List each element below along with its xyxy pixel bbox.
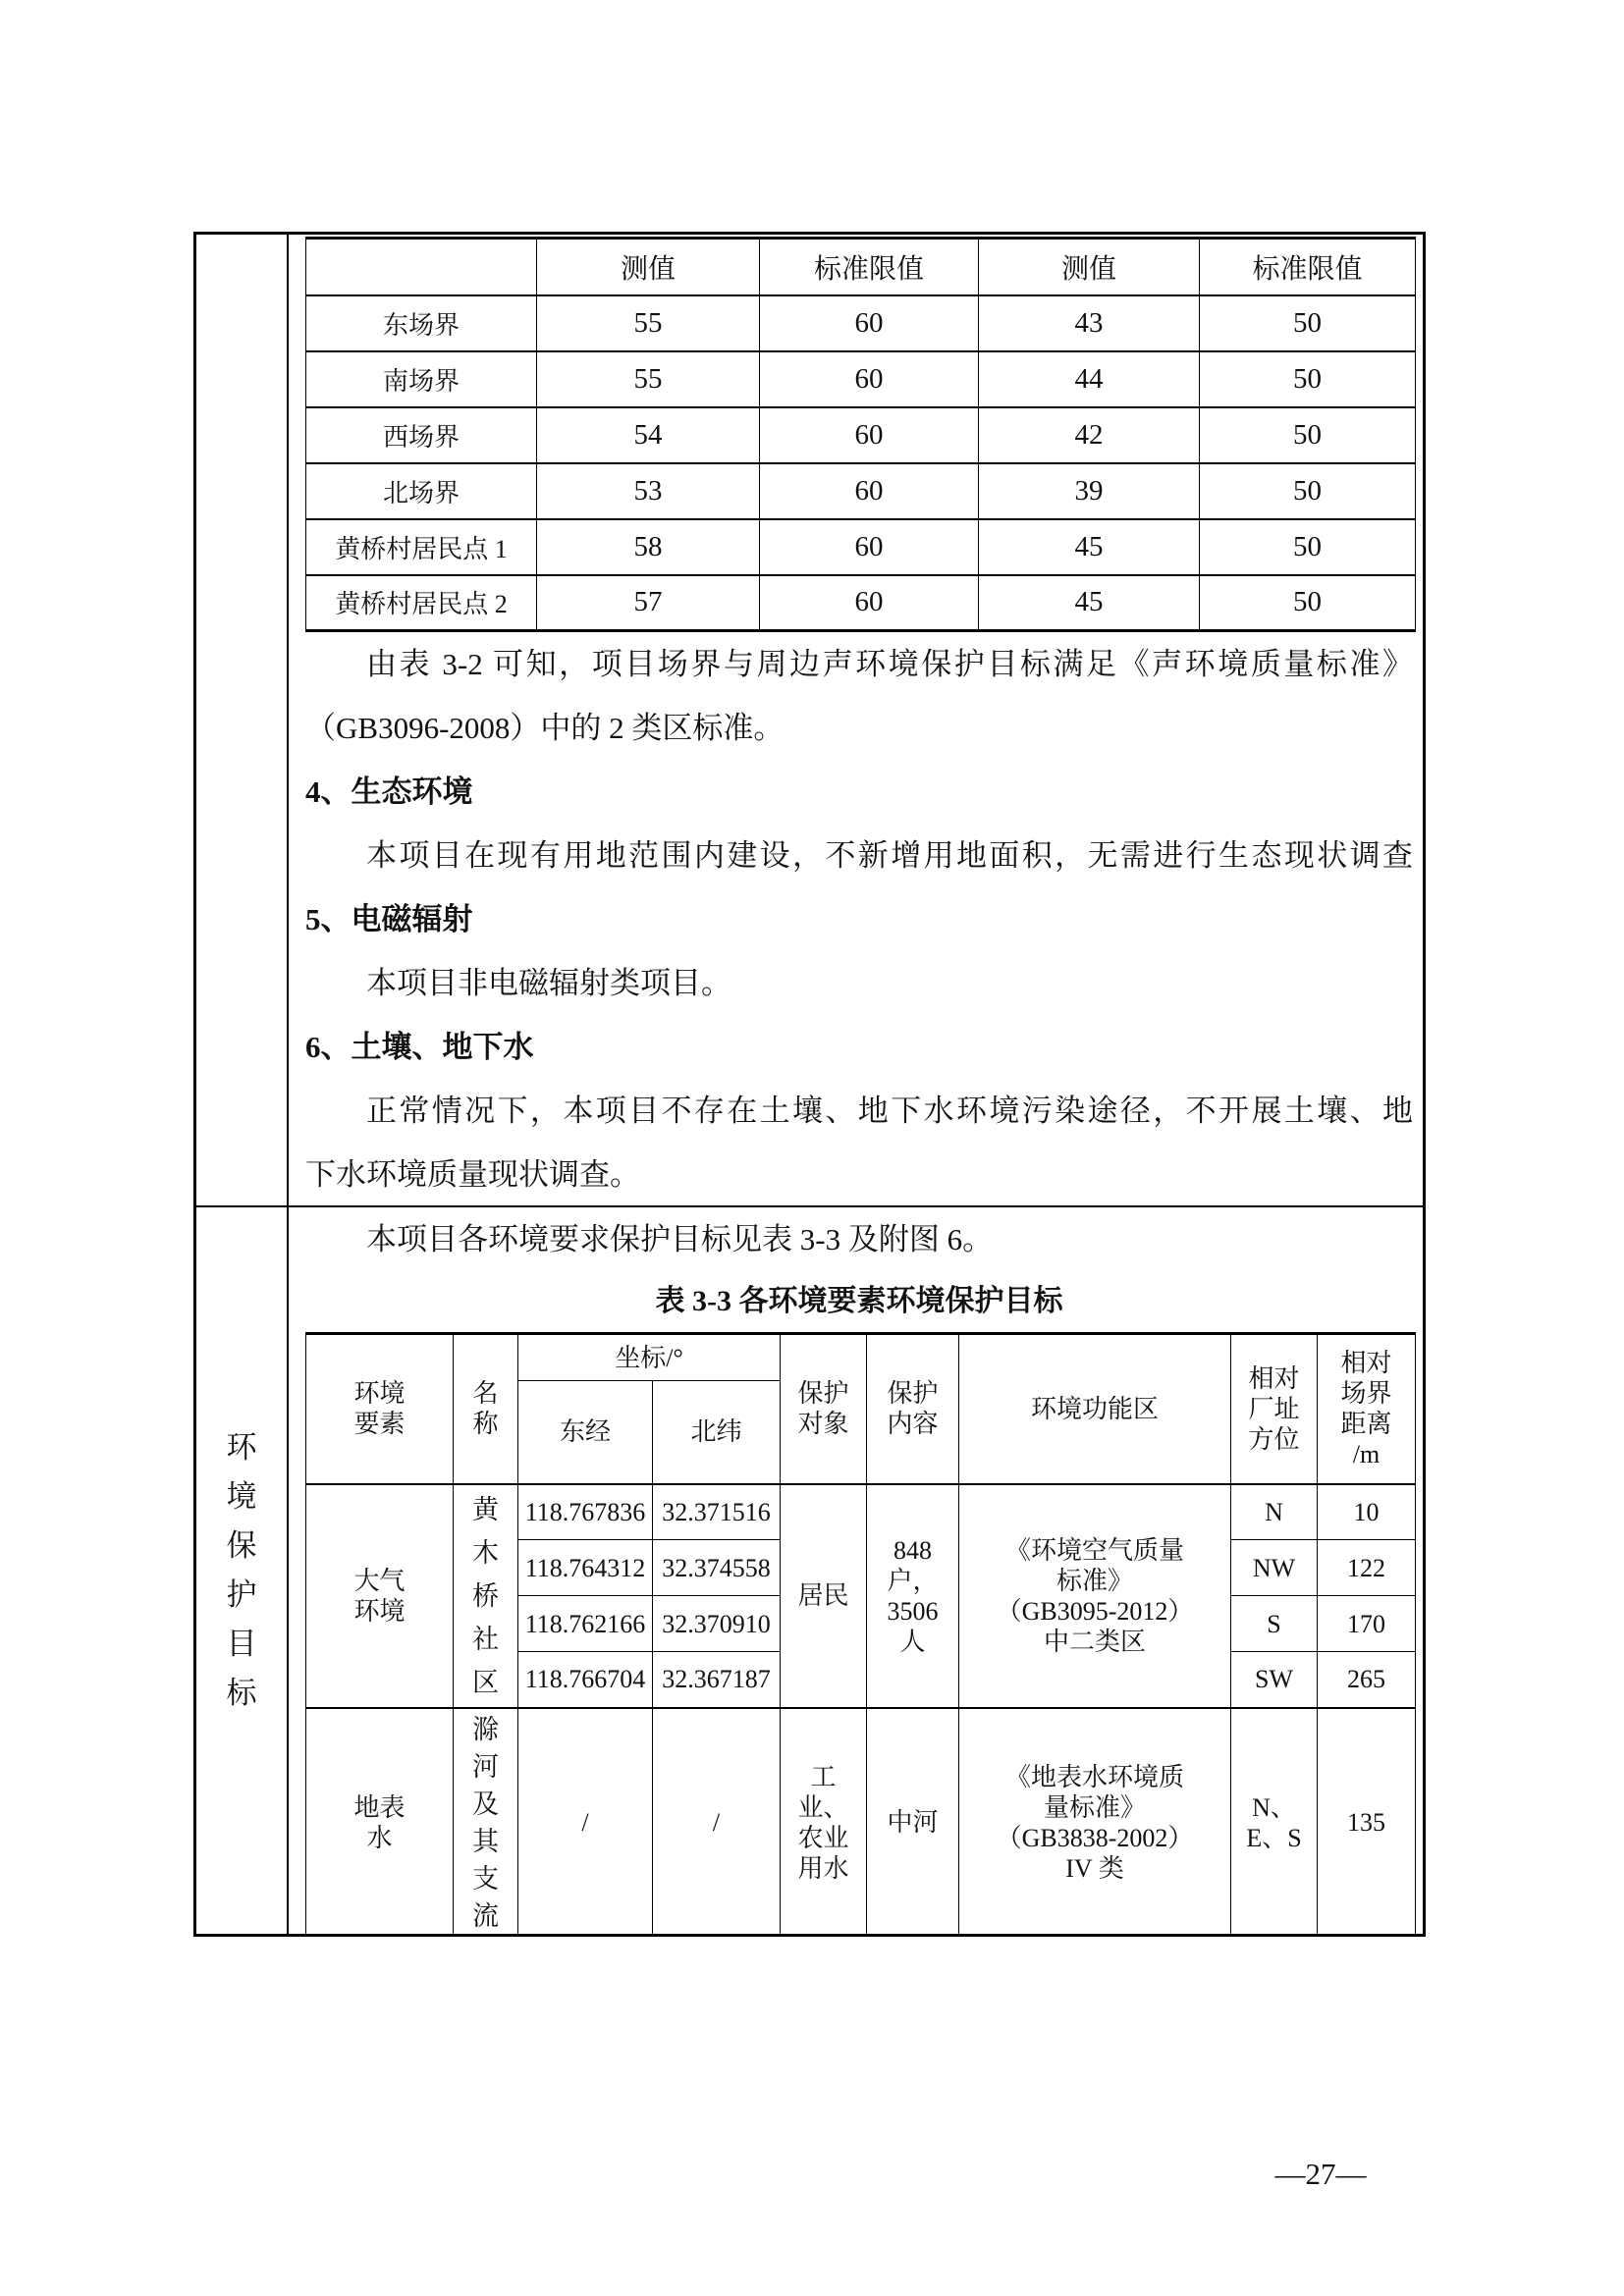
cell-direction: S: [1231, 1596, 1318, 1652]
cell-value: 57: [537, 575, 760, 631]
cell-value: 53: [537, 463, 760, 519]
side-label-environment-protection-targets: [196, 1207, 289, 1934]
cell-water-name: 滁 河 及 其 支 流: [454, 1708, 518, 1935]
cell-lon: 118.764312: [518, 1540, 653, 1596]
cell-value: 55: [537, 351, 760, 407]
cell-water-content: 中河: [867, 1708, 959, 1935]
cell-distance: 170: [1318, 1596, 1416, 1652]
paragraph-soil-line1: 正常情况下，本项目不存在土壤、地下水环境污染途径，不开展土壤、地: [366, 1094, 1413, 1128]
cell-distance: 10: [1318, 1484, 1416, 1540]
document-frame: [193, 232, 1426, 1937]
table-row: [306, 463, 1416, 519]
table-row: [306, 295, 1416, 351]
section-current-status: [289, 235, 1423, 1207]
row-label: 北场界: [306, 463, 537, 519]
cell-lat: 32.374558: [653, 1540, 781, 1596]
section-protection-targets: [289, 1207, 1423, 1934]
cell-value: 44: [979, 351, 1200, 407]
cell-water-element: 地表 水: [306, 1708, 454, 1935]
cell-water-zone: 《地表水环境质 量标准》 （GB3838-2002） IV 类: [959, 1708, 1231, 1935]
heading-em-radiation: 5、电磁辐射: [305, 902, 473, 936]
cell-lon: /: [518, 1708, 653, 1935]
cell-lat: 32.371516: [653, 1484, 781, 1540]
cell-air-object: 居民: [781, 1484, 867, 1708]
header-limit-day: 标准限值: [760, 239, 979, 295]
cell-value: 58: [537, 519, 760, 575]
paragraph-em-radiation: 本项目非电磁辐射类项目。: [366, 966, 731, 1000]
cell-value: 55: [537, 295, 760, 351]
header-protect-content: 保护 内容: [867, 1334, 959, 1484]
cell-value: 60: [760, 407, 979, 463]
header-direction: 相对 厂址 方位: [1231, 1334, 1318, 1484]
cell-air-content: 848 户， 3506 人: [867, 1484, 959, 1708]
cell-distance: 265: [1318, 1652, 1416, 1708]
header-measured-night: 测值: [979, 239, 1200, 295]
air-row-1: [306, 1484, 1416, 1540]
cell-value: 60: [760, 351, 979, 407]
paragraph-targets-intro: 本项目各环境要求保护目标见表 3-3 及附图 6。: [366, 1222, 994, 1256]
cell-value: 60: [760, 295, 979, 351]
paragraph-noise-conclusion-line1: 由表 3-2 可知，项目场界与周边声环境保护目标满足《声环境质量标准》: [366, 647, 1413, 681]
paragraph-noise-conclusion-line2: （GB3096-2008）中的 2 类区标准。: [305, 711, 785, 745]
side-cell-empty: [196, 235, 289, 1207]
cell-air-zone: 《环境空气质量 标准》 （GB3095-2012） 中二类区: [959, 1484, 1231, 1708]
header-measured-day: 测值: [537, 239, 760, 295]
cell-lat: /: [653, 1708, 781, 1935]
table-row: [306, 575, 1416, 631]
cell-value: 50: [1200, 575, 1416, 631]
row-label: 东场界: [306, 295, 537, 351]
table-row: [306, 519, 1416, 575]
cell-value: 60: [760, 575, 979, 631]
table-row: [306, 351, 1416, 407]
cell-value: 45: [979, 519, 1200, 575]
cell-value: 50: [1200, 351, 1416, 407]
header-protect-object: 保护 对象: [781, 1334, 867, 1484]
cell-value: 42: [979, 407, 1200, 463]
cell-lon: 118.767836: [518, 1484, 653, 1540]
cell-air-element: 大气 环境: [306, 1484, 454, 1708]
cell-value: 50: [1200, 519, 1416, 575]
header-function-zone: 环境功能区: [959, 1334, 1231, 1484]
heading-ecology: 4、生态环境: [305, 774, 473, 809]
cell-direction: N、 E、S: [1231, 1708, 1318, 1935]
header-latitude: 北纬: [653, 1381, 781, 1484]
cell-air-name: 黄 木 桥 社 区: [454, 1484, 518, 1708]
cell-value: 50: [1200, 295, 1416, 351]
header-blank: [306, 239, 537, 295]
cell-value: 60: [760, 519, 979, 575]
header-longitude: 东经: [518, 1381, 653, 1484]
cell-direction: N: [1231, 1484, 1318, 1540]
protection-targets-table: [305, 1332, 1416, 1934]
noise-monitoring-table: [305, 237, 1416, 632]
table3-3-title: 表 3-3 各环境要素环境保护目标: [655, 1285, 1063, 1317]
cell-value: 50: [1200, 407, 1416, 463]
cell-value: 50: [1200, 463, 1416, 519]
cell-lat: 32.367187: [653, 1652, 781, 1708]
page-number: —27—: [1274, 2157, 1367, 2191]
surface-water-row: [306, 1708, 1416, 1935]
header-name: 名 称: [454, 1334, 518, 1484]
header-element: 环境 要素: [306, 1334, 454, 1484]
table-row: [306, 407, 1416, 463]
table-header-row1: [306, 1334, 1416, 1381]
row-label: 黄桥村居民点 1: [306, 519, 537, 575]
paragraph-soil-line2: 下水环境质量现状调查。: [305, 1157, 640, 1192]
cell-distance: 135: [1318, 1708, 1416, 1935]
cell-water-object: 工 业、 农业 用水: [781, 1708, 867, 1935]
side-label-text: 环 境 保 护 目 标: [226, 1430, 257, 1710]
header-distance: 相对 场界 距离 /m: [1318, 1334, 1416, 1484]
cell-value: 39: [979, 463, 1200, 519]
row-label: 南场界: [306, 351, 537, 407]
paragraph-ecology: 本项目在现有用地范围内建设，不新增用地面积，无需进行生态现状调查: [366, 838, 1413, 873]
cell-value: 43: [979, 295, 1200, 351]
heading-soil-groundwater: 6、土壤、地下水: [305, 1030, 534, 1064]
cell-distance: 122: [1318, 1540, 1416, 1596]
cell-value: 60: [760, 463, 979, 519]
cell-lon: 118.766704: [518, 1652, 653, 1708]
header-coordinates: 坐标/°: [518, 1334, 781, 1381]
cell-value: 45: [979, 575, 1200, 631]
table-header-row: [306, 239, 1416, 295]
row-label: 西场界: [306, 407, 537, 463]
header-limit-night: 标准限值: [1200, 239, 1416, 295]
cell-direction: NW: [1231, 1540, 1318, 1596]
cell-lat: 32.370910: [653, 1596, 781, 1652]
cell-lon: 118.762166: [518, 1596, 653, 1652]
cell-direction: SW: [1231, 1652, 1318, 1708]
cell-value: 54: [537, 407, 760, 463]
row-label: 黄桥村居民点 2: [306, 575, 537, 631]
